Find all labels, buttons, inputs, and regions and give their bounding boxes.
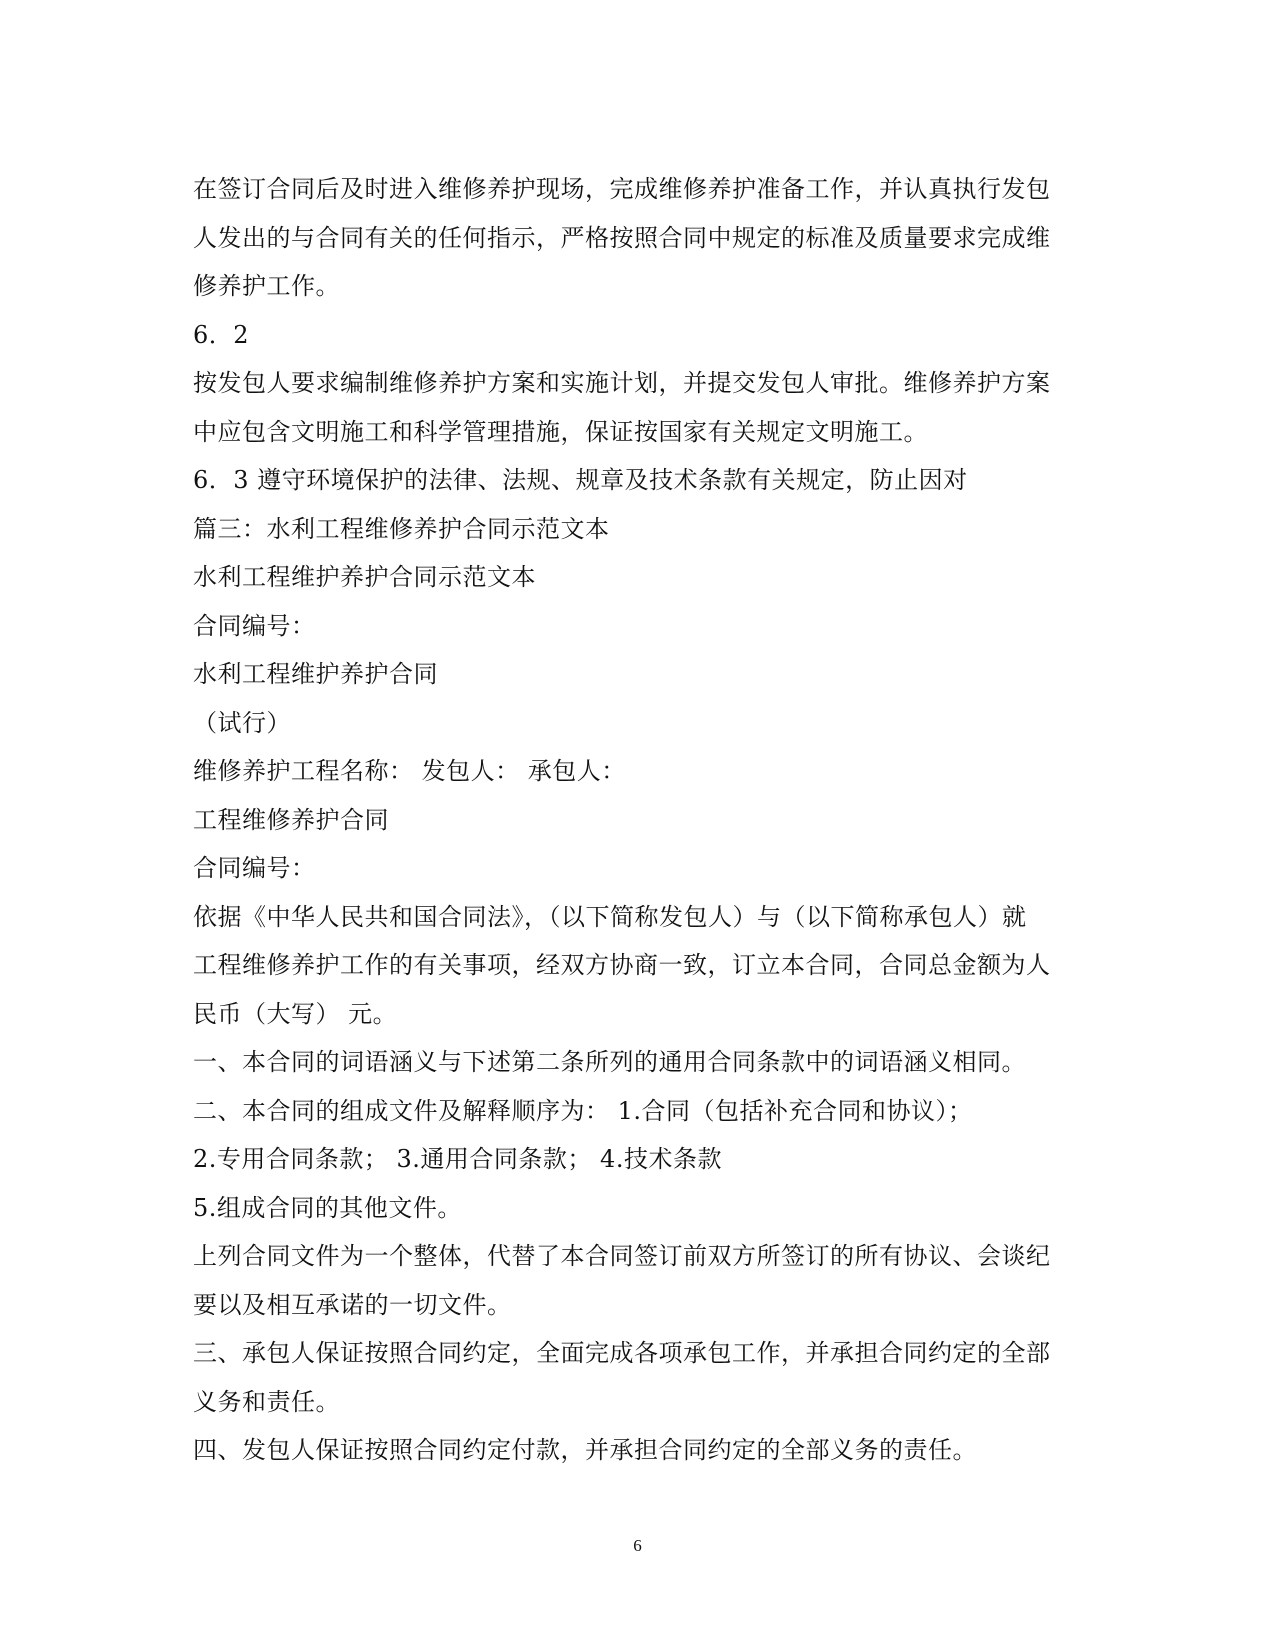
clause-line: 5.组成合同的其他文件。 xyxy=(193,1193,462,1222)
text-line: 在签订合同后及时进入维修养护现场，完成维修养护准备工作，并认真执行发包 xyxy=(193,175,1051,203)
contract-subtitle: 工程维修养护合同 xyxy=(193,805,389,834)
parties-line: 维修养护工程名称： 发包人： 承包人： xyxy=(193,757,626,785)
text-line: 人发出的与合同有关的任何指示，严格按照合同中规定的标准及质量要求完成维 xyxy=(193,223,1051,252)
text-line: 上列合同文件为一个整体，代替了本合同签订前双方所签订的所有协议、会谈纪 xyxy=(193,1242,1051,1270)
text-line: 修养护工作。 xyxy=(193,272,340,300)
text-line: 工程维修养护工作的有关事项，经双方协商一致，订立本合同，合同总金额为人 xyxy=(193,951,1051,979)
section-heading: 篇三：水利工程维修养护合同示范文本 xyxy=(193,514,610,543)
text-line: 民币（大写） 元。 xyxy=(193,999,398,1028)
clause-line: 二、本合同的组成文件及解释顺序为： 1.合同（包括补充合同和协议）； xyxy=(193,1096,973,1125)
text-line: 按发包人要求编制维修养护方案和实施计划，并提交发包人审批。维修养护方案 xyxy=(193,369,1051,397)
clause-line: 三、承包人保证按照合同约定，全面完成各项承包工作，并承担合同约定的全部 xyxy=(193,1339,1051,1367)
contract-number-label: 合同编号： xyxy=(193,854,316,882)
trial-note: （试行） xyxy=(193,708,291,737)
text-line: 中应包含文明施工和科学管理措施，保证按国家有关规定文明施工。 xyxy=(193,417,928,446)
clause-line: 四、发包人保证按照合同约定付款，并承担合同约定的全部义务的责任。 xyxy=(193,1436,977,1464)
text-line: 义务和责任。 xyxy=(193,1387,340,1416)
contract-number-label: 合同编号： xyxy=(193,611,316,640)
contract-title: 水利工程维护养护合同 xyxy=(193,660,438,688)
text-line: 依据《中华人民共和国合同法》，（以下简称发包人）与（以下简称承包人）就 xyxy=(193,902,1027,931)
text-line: 要以及相互承诺的一切文件。 xyxy=(193,1290,512,1319)
clause-line: 2.专用合同条款； 3.通用合同条款； 4.技术条款 xyxy=(193,1145,722,1173)
page-number: 6 xyxy=(633,1536,642,1555)
clause-line: 一、本合同的词语涵义与下述第二条所列的通用合同条款中的词语涵义相同。 xyxy=(193,1048,1026,1076)
text-line: 6．3 遵守环境保护的法律、法规、规章及技术条款有关规定，防止因对 xyxy=(193,466,968,494)
section-number: 6．2 xyxy=(193,320,250,349)
document-title: 水利工程维护养护合同示范文本 xyxy=(193,563,536,591)
body-text xyxy=(193,165,1073,1475)
